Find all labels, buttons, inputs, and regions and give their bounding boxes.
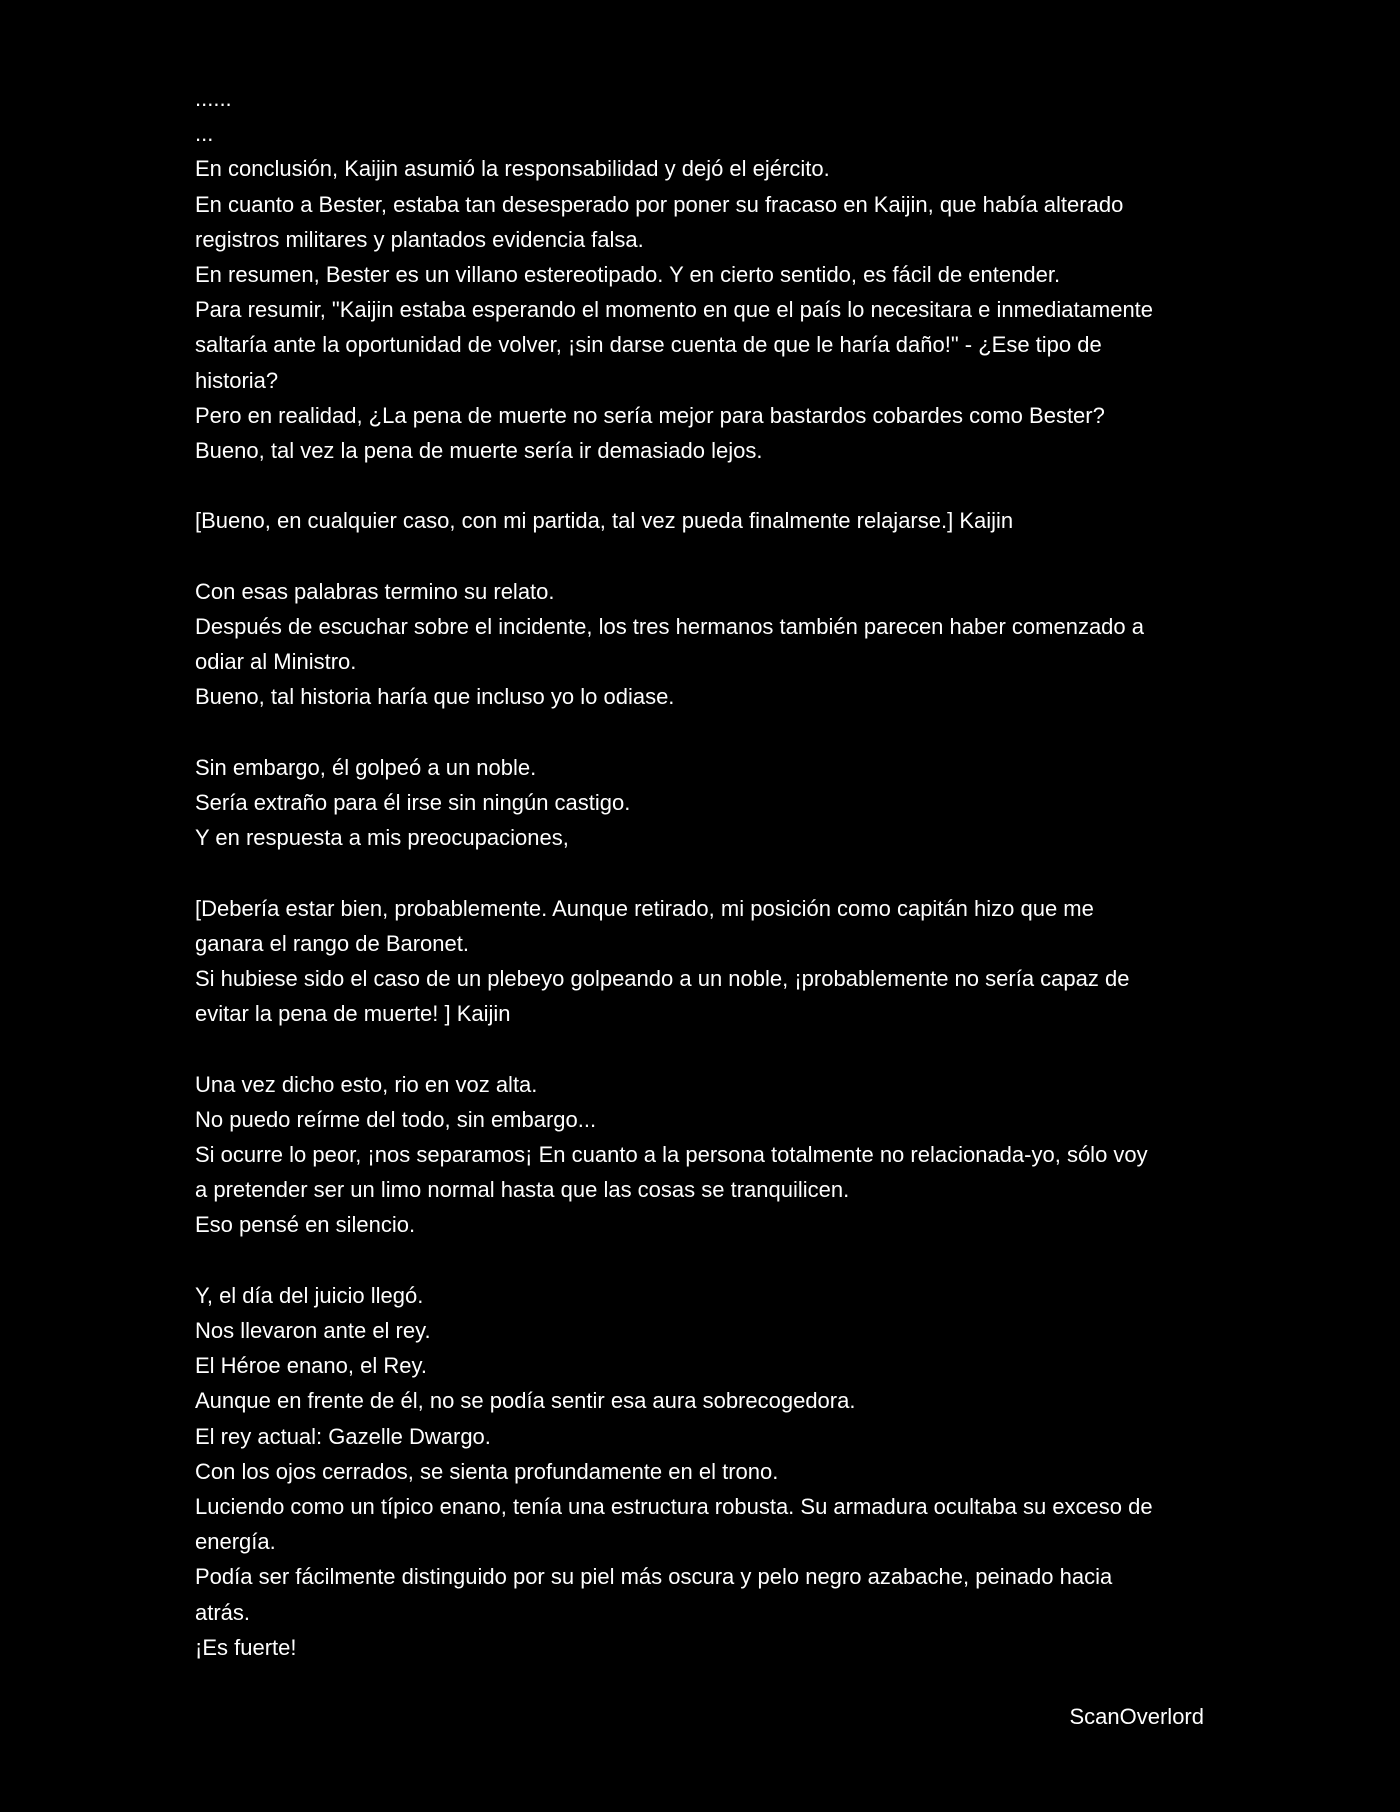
text-line: atrás.	[195, 1599, 251, 1625]
paragraph-gap	[195, 715, 1215, 750]
text-line: ¡Es fuerte!	[195, 1634, 297, 1660]
paragraph-gap	[195, 1031, 1215, 1066]
text-line: No puedo reírme del todo, sin embargo...	[195, 1106, 597, 1132]
text-line: odiar al Ministro.	[195, 649, 357, 675]
text-line: Eso pensé en silencio.	[195, 1212, 416, 1238]
text-body	[195, 81, 1215, 1665]
text-line: Podía ser fácilmente distinguido por su piel más oscura y pelo negro azabache, peinado hacia	[195, 1564, 1113, 1590]
text-line: Bueno, tal historia haría que incluso yo lo odiase.	[195, 684, 675, 710]
text-line: En cuanto a Bester, estaba tan desesperado por poner su fracaso en Kaijin, que había alterado	[195, 191, 1124, 217]
text-line: [Bueno, en cualquier caso, con mi partida, tal vez pueda finalmente relajarse.] Kaijin	[195, 508, 1014, 534]
text-line: Luciendo como un típico enano, tenía una estructura robusta. Su armadura ocultaba su exceso de	[195, 1494, 1153, 1520]
text-line: Después de escuchar sobre el incidente, los tres hermanos también parecen haber comenzado a	[195, 614, 1144, 640]
text-line: ......	[195, 86, 232, 111]
paragraph-gap	[195, 468, 1215, 503]
text-line: ganara el rango de Baronet.	[195, 930, 469, 956]
text-line: energía.	[195, 1529, 276, 1555]
text-line: ...	[195, 121, 214, 147]
paragraph-gap	[195, 855, 1215, 890]
scanlator-signature: ScanOverlord	[1069, 1704, 1204, 1729]
text-line: Nos llevaron ante el rey.	[195, 1318, 431, 1344]
text-line: Sería extraño para él irse sin ningún castigo.	[195, 790, 631, 816]
text-line: Y en respuesta a mis preocupaciones,	[195, 825, 569, 851]
text-line: Con los ojos cerrados, se sienta profundamente en el trono.	[195, 1458, 779, 1484]
text-line: evitar la pena de muerte! ] Kaijin	[195, 1001, 511, 1027]
text-line: registros militares y plantados evidencia falsa.	[195, 226, 644, 252]
text-line: Una vez dicho esto, rio en voz alta.	[195, 1071, 538, 1097]
text-line: Para resumir, "Kaijin estaba esperando el momento en que el país lo necesitara e inmediatamente	[195, 297, 1154, 323]
text-line: El Héroe enano, el Rey.	[195, 1353, 427, 1379]
text-line: a pretender ser un limo normal hasta que las cosas se tranquilicen.	[195, 1177, 850, 1203]
text-line: En conclusión, Kaijin asumió la responsabilidad y dejó el ejército.	[195, 156, 830, 182]
text-line: Bueno, tal vez la pena de muerte sería ir demasiado lejos.	[195, 438, 763, 464]
text-line: saltaría ante la oportunidad de volver, ¡sin darse cuenta de que le haría daño!" - ¿Ese tipo de	[195, 332, 1102, 358]
text-line: Con esas palabras termino su relato.	[195, 578, 555, 604]
text-line: Pero en realidad, ¿La pena de muerte no sería mejor para bastardos cobardes como Bester?	[195, 402, 1105, 428]
text-line: Y, el día del juicio llegó.	[195, 1282, 424, 1308]
text-line: Si ocurre lo peor, ¡nos separamos¡ En cuanto a la persona totalmente no relacionada-yo, sólo voy	[195, 1142, 1148, 1168]
text-line: [Debería estar bien, probablemente. Aunque retirado, mi posición como capitán hizo que me	[195, 895, 1094, 921]
paragraph-gap	[195, 1243, 1215, 1278]
text-line: Sin embargo, él golpeó a un noble.	[195, 754, 537, 780]
text-line: Aunque en frente de él, no se podía sentir esa aura sobrecogedora.	[195, 1388, 856, 1414]
text-line: El rey actual: Gazelle Dwargo.	[195, 1423, 491, 1449]
text-line: Si hubiese sido el caso de un plebeyo golpeando a un noble, ¡probablemente no sería capaz de	[195, 966, 1130, 992]
paragraph-gap	[195, 539, 1215, 574]
text-line: En resumen, Bester es un villano estereotipado. Y en cierto sentido, es fácil de entender.	[195, 262, 1061, 288]
text-line: historia?	[195, 367, 279, 393]
